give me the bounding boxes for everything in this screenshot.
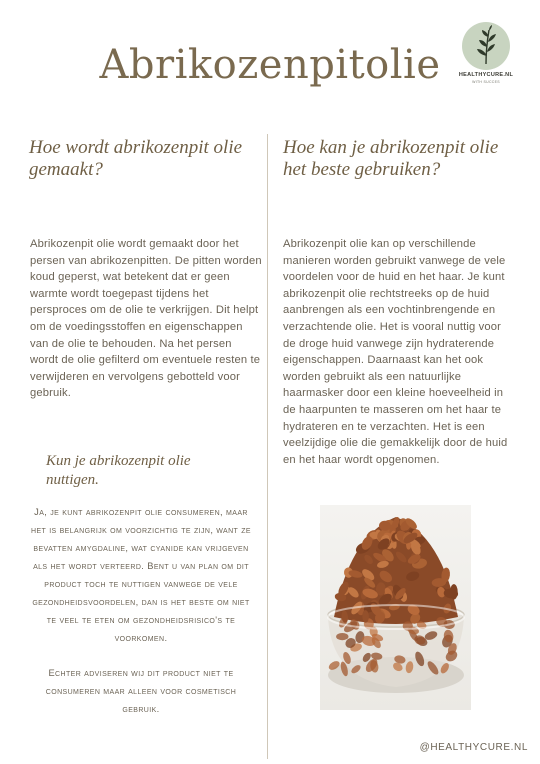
leaf-branch-icon	[462, 22, 510, 70]
right-heading: Hoe kan je abrikozenpit olie het beste gebruiken?	[283, 137, 499, 180]
apricot-kernels-photo	[320, 505, 471, 710]
logo-tagline: WITH SUCCES	[472, 80, 500, 84]
logo-name: HEALTHYCURE.NL	[458, 72, 514, 78]
advice-paragraph: Echter adviseren wij dit product niet te consumeren maar alleen voor cosmetisch gebruik.	[45, 668, 237, 714]
column-divider	[267, 134, 268, 759]
left-subheading: Kun je abrikozenpit olie nuttigen.	[46, 453, 191, 488]
left-paragraph: Abrikozenpit olie wordt gemaakt door het persen van abrikozenpitten. De pitten worden koud geperst, wat betekent dat er geen warmte wordt toegepast tijdens het persproces om de olie te verkrijgen. Dit helpt om de voedingsstoffen en eigenschappen van de olie te behouden. Na het persen wordt de olie gefilterd om eventuele resten te verwijderen en vervolgens gebotteld voor gebruik.	[30, 238, 262, 400]
right-paragraph: Abrikozenpit olie kan op verschillende manieren worden gebruikt vanwege de vele voordelen voor de huid en het haar. Je kunt abrikozenpit olie rechtstreeks op de huid aanbrengen als een vochtinbrengende en verzachtende olie. Het is vooral nuttig voor de droge huid vanwege zijn hydraterende eigenschappen. Daarnaast kan het ook worden gebruikt als een natuurlijke haarmasker door een kleine hoeveelheid in de haarpunten te masseren om het haar te hydrateren en te verzachten. Het is een veelzijdige olie die gemakkelijk door de huid en het haar wordt opgenomen.	[283, 238, 508, 466]
page-title: Abrikozenpitolie	[99, 42, 441, 88]
consumption-paragraph: Ja, je kunt abrikozenpit olie consumeren, maar het is belangrijk om voorzichtig te zijn, want ze bevatten amygdaline, wat cyanide kan vrijgeven als het wordt verteerd. Bent u van plan om dit product toch te nuttigen vanwege de vele gezondheidsvoordelen, dan is het beste om niet te veel te eten om gezondheidsrisico's te voorkomen.	[31, 507, 251, 643]
left-heading: Hoe wordt abrikozenpit olie gemaakt?	[29, 137, 243, 180]
social-handle: @HEALTHYCURE.NL	[419, 742, 528, 753]
brand-logo	[462, 22, 510, 70]
